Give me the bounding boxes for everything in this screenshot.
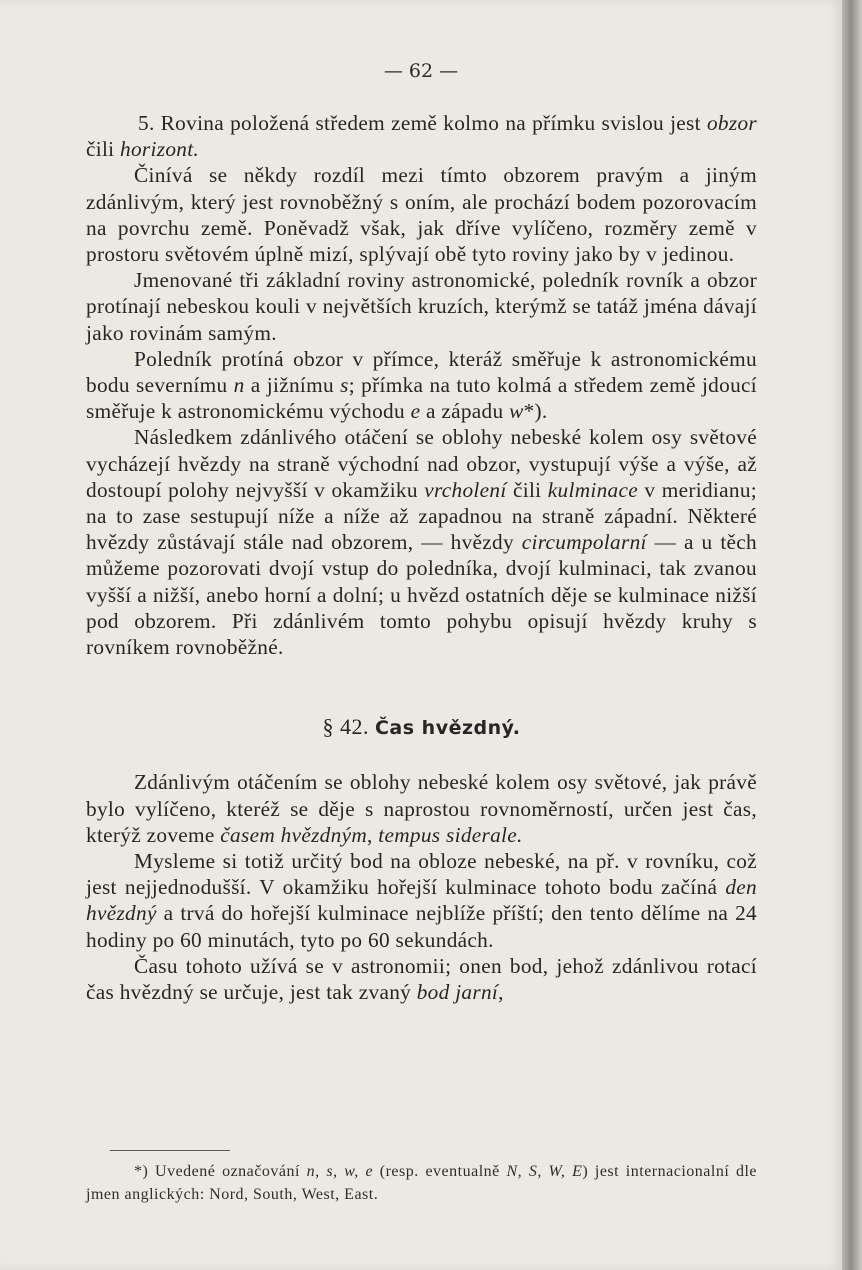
italic-term: circumpolarní bbox=[521, 530, 647, 555]
text-run: ; přímka na tuto kolmá a středem země jdoucí směřuje k astronomickému východu bbox=[86, 373, 757, 424]
text-run: , bbox=[498, 980, 504, 1005]
text-run: , bbox=[367, 822, 379, 847]
italic-term: tempus siderale. bbox=[378, 822, 523, 847]
section-title: Čas hvězdný. bbox=[374, 717, 521, 740]
section-heading bbox=[86, 714, 757, 741]
paragraph bbox=[86, 162, 757, 267]
italic-term: e bbox=[410, 399, 421, 424]
italic-term: den hvězdný bbox=[86, 875, 757, 926]
italic-term: časem hvězdným bbox=[220, 822, 367, 847]
text-run: Činívá se někdy rozdíl mezi tímto obzorem pravým a jiným zdánlivým, který jest rovnoběžný s oním, ale prochází bodem pozorovacím na povrchu země. Poněvadž však, jak dříve vylíčeno, rozměry země v prostoru světovém úplně mizí, splývají obě tyto roviny jako by v jedinou. bbox=[86, 163, 757, 267]
text-run: čili bbox=[86, 137, 121, 162]
text-run: ) jest internacionalní dle jmen anglických: Nord, South, West, East. bbox=[86, 1163, 758, 1203]
paragraph bbox=[86, 424, 757, 660]
paragraph-group-1 bbox=[86, 110, 757, 660]
paragraph bbox=[86, 267, 757, 346]
paragraph bbox=[86, 953, 757, 1005]
footnote-text bbox=[86, 1160, 757, 1206]
paragraph bbox=[86, 346, 757, 425]
text-run: 5. Rovina položená středem země kolmo na přímku svislou jest bbox=[138, 111, 707, 135]
text-run: Mysleme si totiž určitý bod na obloze nebeské, na př. v rovníku, což jest nejjednodušší. V okamžiku hořejší kulminace tohoto bodu začíná bbox=[86, 849, 757, 900]
text-run: a jižnímu bbox=[244, 373, 341, 398]
page-edge bbox=[842, 0, 862, 1270]
text-run: Času tohoto užívá se v astronomii; onen bod, jehož zdánlivou rotací čas hvězdný se určuje, jest tak zvaný bbox=[86, 953, 757, 1005]
text-run: Poledník protíná obzor v přímce, kteráž směřuje k astronomickému bodu severnímu bbox=[86, 346, 757, 398]
italic-term: obzor bbox=[706, 111, 757, 135]
paragraph bbox=[86, 769, 757, 848]
text-run: a trvá do hořejší kulminace nejblíže příští; den tento dělíme na 24 hodiny po 60 minutách, tyto po 60 sekundách. bbox=[86, 901, 757, 952]
footnote bbox=[86, 1160, 757, 1206]
italic-term: n bbox=[233, 373, 245, 398]
footnote-rule bbox=[110, 1150, 230, 1151]
italic-term: N, S, W, E bbox=[506, 1163, 583, 1180]
italic-term: bod jarní bbox=[416, 980, 499, 1005]
italic-term: horizont. bbox=[120, 137, 200, 162]
italic-term: vrcholení bbox=[424, 477, 507, 502]
paragraph bbox=[86, 110, 757, 162]
italic-term: kulminace bbox=[547, 477, 638, 502]
paragraph bbox=[86, 848, 757, 953]
text-run: (resp. eventualně bbox=[373, 1163, 507, 1180]
text-run: *) Uvedené označování bbox=[134, 1163, 307, 1180]
text-run: v meridianu; na to zase sestupují níže a níže až zapadnou na straně západní. Některé hvězdy zůstávají stále nad obzorem, — hvězdy bbox=[86, 477, 757, 555]
text-run: Zdánlivým otáčením se oblohy nebeské kolem osy světové, jak právě bylo vylíčeno, kteréž se děje s naprostou rovnoměrností, určen jest čas, kterýž zoveme bbox=[86, 770, 757, 847]
paragraph-group-2 bbox=[86, 769, 757, 1005]
body-text bbox=[86, 110, 757, 1005]
text-run: *). bbox=[523, 399, 548, 424]
italic-term: s bbox=[340, 373, 349, 398]
page-number: — 62 — bbox=[383, 60, 459, 82]
italic-term: w bbox=[509, 399, 524, 424]
text-run: a západu bbox=[420, 399, 510, 424]
italic-term: n, s, w, e bbox=[306, 1163, 374, 1180]
text-run: Jmenované tři základní roviny astronomické, poledník rovník a obzor protínají nebeskou kouli v největších kruzích, kterýmž se tatáž jména dávají jako rovinám samým. bbox=[86, 268, 757, 345]
section-symbol: § 42. bbox=[322, 714, 369, 740]
text-run: — a u těch můžeme pozorovati dvojí vstup do poledníka, dvojí kulminaci, tak zvanou vyšší a nižší, anebo horní a dolní; u hvězd ostatních děje se kulminace nižší pod obzorem. Při zdánlivém tomto pohybu opisují hvězdy kruhy s rovníkem rovnoběžné. bbox=[86, 530, 757, 660]
text-run: Následkem zdánlivého otáčení se oblohy nebeské kolem osy světové vycházejí hvězdy na straně východní nad obzor, vystupují výše a výše, až dostoupí polohy nejvyšší v okamžiku bbox=[86, 425, 757, 502]
text-run: čili bbox=[506, 477, 548, 502]
